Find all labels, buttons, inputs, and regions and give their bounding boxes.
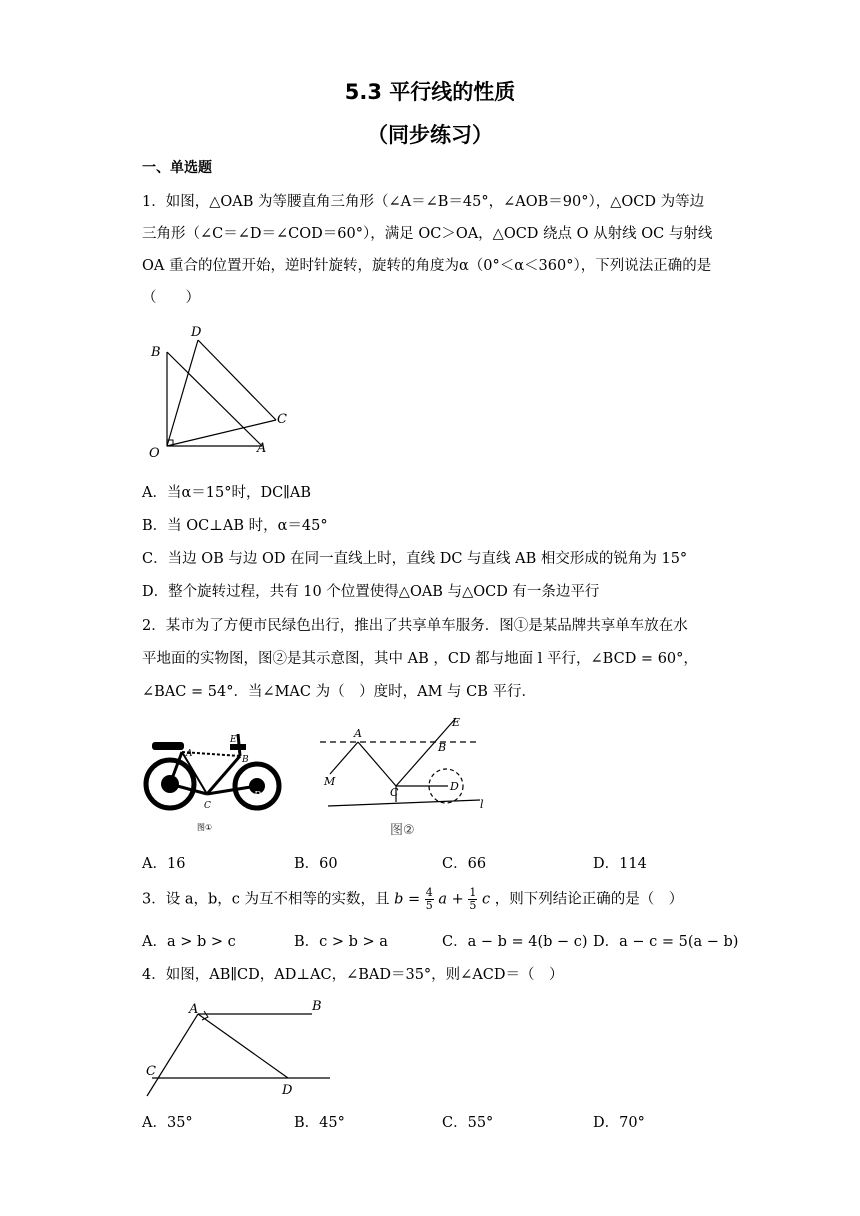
q1-label-d: D [191,325,202,340]
q1-option-b: B．当 OC⊥AB 时，α＝45° [142,518,328,534]
bicycle-photo-figure [142,726,287,836]
q3-f1-den: 5 [425,899,433,912]
q4-option-d: D．70° [593,1115,645,1131]
q2-line-2: 平地面的实物图，图②是其示意图，其中 AB ，CD 都与地面 l 平行，∠BCD = 60°， [142,651,698,667]
q1-line-4: （ ） [142,290,200,306]
q3-line [142,887,683,912]
page-title: 5.3 平行线的性质 [344,80,516,104]
q1-option-d: D．整个旋转过程，共有 10 个位置使得△OAB 与△OCD 有一条边平行 [142,584,600,600]
q1-option-a: A．当α＝15°时，DC∥AB [142,485,312,501]
q1-option-c: C．当边 OB 与边 OD 在同一直线上时，直线 DC 与直线 AB 相交形成的锐角为 15° [142,551,688,567]
fig1-label-b: B [242,755,249,765]
q1-figure [142,322,302,462]
fig1-label-m: M [172,793,182,803]
q3-f2-den: 5 [469,899,477,912]
q1-line-2: 三角形（∠C＝∠D＝∠COD＝60°），满足 OC＞OA，△OCD 绕点 O 从射线 OC 与射线 [142,226,713,242]
fig1-label-c: C [204,801,211,811]
q2-option-b: B．60 [294,856,338,872]
fig2-label-b: B [438,741,447,754]
q3-f1-num: 4 [425,886,433,899]
q3-suffix: ，则下列结论正确的是（ ） [494,891,684,908]
q4-option-a: A．35° [142,1115,193,1131]
q3-option-d: D．a − c = 5(a − b) [593,934,739,950]
fig2-label-m: M [324,775,336,788]
q1-label-b: B [151,345,161,360]
q4-option-c: C．55° [442,1115,494,1131]
q1-label-c: C [277,412,287,427]
q4-figure [142,996,337,1100]
q4-option-b: B．45° [294,1115,345,1131]
q3-option-a: A．a > b > c [142,934,236,950]
q1-label-o: O [149,446,160,461]
q3-fraction-1 [425,887,434,912]
fig2-label-a: A [354,727,362,740]
q3-option-c: C．a − b = 4(b − c) [442,934,588,950]
q4-label-a: A [189,1002,199,1017]
page-subtitle: （同步练习） [367,123,493,147]
q4-label-c: C [146,1064,156,1079]
q3-prefix: 3．设 a，b，c 为互不相等的实数，且 [142,891,390,908]
q3-eq-lhs: b = [394,891,421,908]
q2-option-c: C．66 [442,856,487,872]
q3-f1-var: a + [438,891,464,908]
fig1-caption: 图① [197,823,213,832]
q1-label-a: A [257,441,267,456]
bicycle-schematic-figure [310,712,490,842]
fig2-label-d: D [450,780,459,793]
q2-line-3: ∠BAC = 54°．当∠MAC 为（ ）度时，AM 与 CB 平行． [142,684,537,700]
fig1-label-a: A [186,749,193,759]
q1-line-1: 1．如图，△OAB 为等腰直角三角形（∠A＝∠B＝45°，∠AOB＝90°），△OCD 为等边 [142,194,705,210]
q2-option-d: D．114 [593,856,647,872]
fig2-caption: 图② [390,823,415,838]
q3-fraction-2 [468,887,477,912]
fig2-label-c: C [390,786,399,799]
q4-label-d: D [282,1083,293,1098]
q1-line-3: OA 重合的位置开始，逆时针旋转，旋转的角度为α（0°＜α＜360°），下列说法正确的是 [142,258,712,274]
fig2-label-e: E [452,716,461,729]
fig1-label-d: D [254,791,262,801]
section-heading: 一、单选题 [142,160,212,176]
fig1-label-e: E [230,735,237,745]
q3-f2-num: 1 [469,886,477,899]
q4-line: 4．如图，AB∥CD，AD⊥AC，∠BAD＝35°，则∠ACD＝（ ） [142,967,564,983]
q3-option-b: B．c > b > a [294,934,388,950]
q2-line-1: 2．某市为了方便市民绿色出行，推出了共享单车服务．图①是某品牌共享单车放在水 [142,618,688,634]
q2-option-a: A．16 [142,856,186,872]
fig2-label-l: l [480,798,484,811]
q4-label-b: B [312,999,322,1014]
q3-f2-var: c [482,891,491,908]
